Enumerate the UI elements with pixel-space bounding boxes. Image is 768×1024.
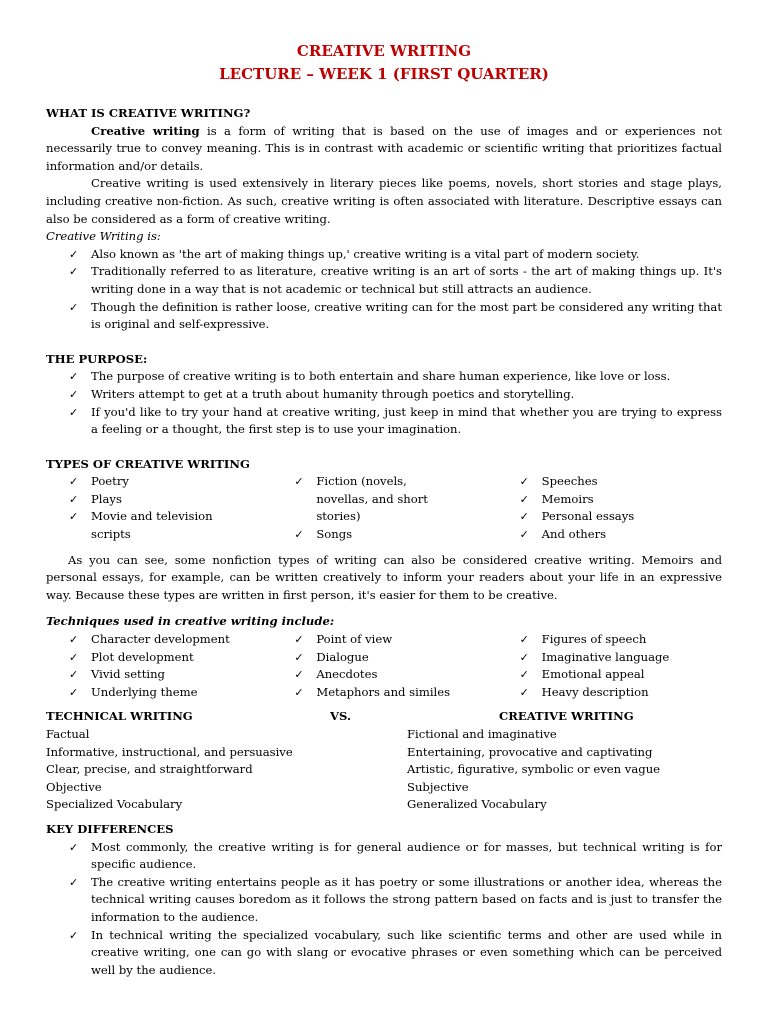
table-cell: Fictional and imaginative	[407, 727, 557, 741]
document-page	[46, 0, 722, 979]
paragraph-usage: Creative writing is used extensively in literary pieces like poems, novels, short stories and stage plays, including creative non-fiction. As such, creative writing is often associated with literature. Descriptive essays can also be considered as a form of creative writing.	[46, 176, 722, 226]
checkmark-icon: ✓	[519, 633, 529, 647]
list-item: ✓ Writers attempt to get at a truth about humanity through poetics and storytelling.	[46, 386, 722, 404]
list-item: ✓ In technical writing the specialized vocabulary, such like scientific terms and other are used while in creative writing, one can go with slang or evocative phrases or even something which can be perceived well by the audience.	[69, 927, 722, 977]
checkmark-icon: ✓	[294, 633, 304, 647]
list-item: ✓ Speeches	[497, 473, 722, 491]
list-item: ✓ The purpose of creative writing is to both entertain and share human experience, like love or loss.	[46, 368, 722, 386]
creative-column	[407, 726, 722, 814]
checkmark-icon: ✓	[69, 492, 79, 506]
checkmark-icon: ✓	[519, 668, 529, 682]
table-cell: Factual	[46, 727, 90, 741]
checkmark-icon: ✓	[294, 650, 304, 664]
list-item: ✓ Metaphors and similes	[271, 684, 496, 702]
techniques-list-col2	[271, 631, 496, 701]
techniques-list-col3	[497, 631, 722, 701]
creative-writing-heading: CREATIVE WRITING	[499, 709, 634, 724]
checkmark-icon: ✓	[69, 405, 79, 419]
table-cell: Entertaining, provocative and captivating	[407, 744, 653, 759]
list-item: ✓ Point of view	[271, 631, 496, 649]
list-item: ✓ Underlying theme	[46, 684, 271, 702]
comparison-table	[46, 726, 722, 814]
list-item: ✓ Figures of speech	[497, 631, 722, 649]
list-item: ✓ And others	[497, 526, 722, 544]
table-cell: Subjective	[407, 779, 469, 794]
checkmark-icon: ✓	[69, 475, 79, 489]
bullet-list-definition	[46, 246, 722, 334]
technical-writing-heading: TECHNICAL WRITING	[46, 709, 193, 724]
list-item: ✓ Heavy description	[497, 684, 722, 702]
checkmark-icon: ✓	[294, 668, 304, 682]
bullet-list-purpose	[46, 368, 722, 438]
checkmark-icon: ✓	[69, 685, 79, 699]
checkmark-icon: ✓	[69, 840, 79, 854]
technical-column	[46, 726, 407, 814]
list-item: ✓ Movie and television scripts	[69, 509, 213, 542]
list-item: ✓ Songs	[271, 526, 496, 544]
list-item: ✓ Anecdotes	[271, 666, 496, 684]
list-item: ✓ Emotional appeal	[497, 666, 722, 684]
bold-term: Creative writing	[91, 123, 200, 138]
techniques-list-col1	[46, 631, 271, 701]
table-cell: Specialized Vocabulary	[46, 797, 183, 812]
section-heading-types: TYPES OF CREATIVE WRITING	[46, 456, 250, 471]
list-item: ✓ Vivid setting	[46, 666, 271, 684]
list-item: ✓ Personal essays	[497, 508, 722, 526]
checkmark-icon: ✓	[294, 685, 304, 699]
techniques-columns	[46, 631, 722, 701]
list-item: ✓ Fiction (novels, novellas, and short stories)	[294, 474, 428, 524]
checkmark-icon: ✓	[69, 370, 79, 384]
table-cell: Generalized Vocabulary	[407, 797, 547, 812]
doc-title: CREATIVE WRITING	[296, 42, 472, 60]
list-item: ✓ The creative writing entertains people as it has poetry or some illustrations or another idea, whereas the technical writing causes boredom as it follows the strong pattern based on facts and is just to transfer the information to the audience.	[69, 874, 722, 924]
checkmark-icon: ✓	[519, 528, 529, 542]
table-cell: Informative, instructional, and persuasive	[46, 744, 293, 759]
checkmark-icon: ✓	[69, 265, 79, 279]
checkmark-icon: ✓	[69, 633, 79, 647]
checkmark-icon: ✓	[69, 247, 79, 261]
subheading-creative-writing-is: Creative Writing is:	[46, 229, 161, 244]
list-item: ✓ Traditionally referred to as literature, creative writing is an art of sorts - the art of making things up. It's writing done in a way that is not academic or technical but still attracts an audience.	[69, 264, 722, 296]
checkmark-icon: ✓	[69, 300, 79, 314]
section-heading-key-differences: KEY DIFFERENCES	[46, 821, 174, 836]
checkmark-icon: ✓	[69, 387, 79, 401]
list-item: ✓ Plot development	[46, 649, 271, 667]
table-cell: Artistic, figurative, symbolic or even vague	[407, 762, 661, 777]
checkmark-icon: ✓	[294, 475, 304, 489]
table-cell: Objective	[46, 779, 102, 794]
list-item: ✓ Though the definition is rather loose, creative writing can for the most part be considered any writing that is original and self-expressive.	[69, 299, 722, 332]
comparison-header	[46, 708, 722, 726]
checkmark-icon: ✓	[69, 510, 79, 524]
checkmark-icon: ✓	[294, 528, 304, 542]
vs-label: VS.	[330, 709, 351, 724]
list-item: ✓ Imaginative language	[497, 649, 722, 667]
checkmark-icon: ✓	[519, 492, 529, 506]
paragraph-nonfiction: As you can see, some nonfiction types of writing can also be considered creative writing. Memoirs and personal essays, for example, can be written creatively to inform your readers about your life in an expressive way. Because these types are written in first person, it's easier for them to be creative.	[46, 552, 722, 602]
checkmark-icon: ✓	[69, 928, 79, 942]
list-item: ✓ Memoirs	[497, 491, 722, 509]
checkmark-icon: ✓	[519, 650, 529, 664]
list-item: ✓ Most commonly, the creative writing is for general audience or for masses, but technical writing is for specific audience.	[69, 839, 722, 872]
checkmark-icon: ✓	[519, 475, 529, 489]
types-columns	[46, 473, 722, 543]
checkmark-icon: ✓	[519, 685, 529, 699]
section-heading-purpose: THE PURPOSE:	[46, 351, 148, 366]
types-list-col3	[497, 473, 722, 543]
section-heading-techniques: Techniques used in creative writing include:	[46, 614, 335, 629]
paragraph-definition	[46, 123, 722, 176]
table-cell: Clear, precise, and straightforward	[46, 762, 253, 777]
checkmark-icon: ✓	[69, 875, 79, 889]
checkmark-icon: ✓	[69, 650, 79, 664]
checkmark-icon: ✓	[69, 668, 79, 682]
bullet-list-key-differences	[46, 839, 722, 980]
checkmark-icon: ✓	[519, 510, 529, 524]
list-item: ✓ If you'd like to try your hand at creative writing, just keep in mind that whether you are trying to express a feeling or a thought, the first step is to use your imagination.	[69, 404, 722, 437]
list-item: ✓ Poetry	[46, 473, 271, 491]
list-item: ✓ Dialogue	[271, 649, 496, 667]
list-item: ✓ Plays	[46, 491, 271, 509]
paragraph-text: is a form of writing that is based on the use of images and or experiences not necessarily true to convey meaning. This is in contrast with academic or scientific writing that prioritizes factual information and/or details.	[46, 123, 722, 173]
list-item: ✓ Character development	[46, 631, 271, 649]
types-list-col2	[271, 473, 496, 543]
doc-subtitle: LECTURE – WEEK 1 (FIRST QUARTER)	[219, 65, 549, 83]
list-item: ✓ Also known as 'the art of making things up,' creative writing is a vital part of modern society.	[46, 246, 722, 264]
types-list-col1	[46, 473, 271, 543]
section-heading-what-is: WHAT IS CREATIVE WRITING?	[46, 106, 251, 120]
